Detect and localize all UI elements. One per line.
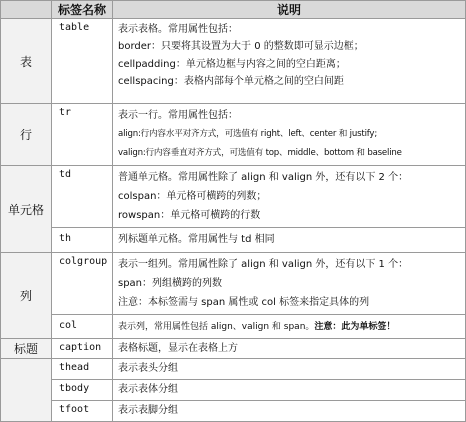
category-row: 行: [0, 104, 52, 166]
desc-table-line: border：只要将其设置为大于 0 的整数即可显示边框；: [118, 41, 364, 53]
tag-colgroup: colgroup: [52, 253, 113, 315]
desc-col-text: 表示列，常用属性包括 align、valign 和 span。: [118, 322, 315, 332]
tag-thead: thead: [52, 359, 113, 380]
desc-td-line: rowspan：单元格可横跨的行数: [118, 210, 261, 221]
desc-td-line: 普通单元格。常用属性除了 align 和 valign 外，还有以下 2 个：: [118, 172, 409, 183]
desc-table-line: cellpadding：单元格边框与内容之间的空白距离；: [118, 58, 346, 70]
desc-td-line: colspan：单元格可横跨的列数；: [118, 191, 267, 202]
category-cell: 单元格: [0, 166, 52, 253]
header-tag-name: 标签名称: [52, 0, 113, 19]
desc-table-line: cellspacing：表格内部每个单元格之间的空白间距: [118, 76, 344, 88]
desc-colgroup-line: 表示一组列。常用属性除了 align 和 valign 外，还有以下 1 个：: [118, 259, 409, 270]
desc-tbody-line: 表示表体分组: [118, 384, 178, 395]
desc-colgroup: [113, 253, 466, 315]
desc-tr: [113, 104, 466, 166]
header-blank-cell: [0, 0, 52, 19]
desc-tr-line: align:行内容水平对齐方式，可选值有 right、left、center 和 justify;: [118, 129, 378, 139]
tag-table: table: [52, 19, 113, 104]
tag-caption: caption: [52, 339, 113, 359]
desc-tfoot: [113, 401, 466, 422]
tag-tbody: tbody: [52, 380, 113, 401]
desc-colgroup-line: 注意：本标签需与 span 属性或 col 标签来指定具体的列: [118, 297, 370, 308]
tag-col: col: [52, 315, 113, 339]
header-description: 说明: [113, 0, 466, 19]
desc-caption: [113, 339, 466, 359]
desc-thead-line: 表示表头分组: [118, 363, 178, 374]
desc-caption-line: 表格标题，显示在表格上方: [118, 343, 238, 354]
desc-tr-line: 表示一行。常用属性包括：: [118, 110, 238, 121]
desc-tr-line: valign:行内容垂直对齐方式，可选值有 top、middle、bottom 和 baseline: [118, 148, 402, 158]
desc-colgroup-line: span：列组横跨的列数: [118, 278, 223, 289]
desc-th: [113, 228, 466, 253]
desc-tfoot-line: 表示表脚分组: [118, 405, 178, 416]
tag-tfoot: tfoot: [52, 401, 113, 422]
desc-col-note: 注意：此为单标签！: [314, 322, 396, 332]
desc-table: [113, 19, 466, 104]
desc-col: [113, 315, 466, 339]
tag-th: th: [52, 228, 113, 253]
category-table: 表: [0, 19, 52, 104]
desc-table-line: 表示表格。常用属性包括：: [118, 24, 238, 35]
desc-thead: [113, 359, 466, 380]
tag-tr: tr: [52, 104, 113, 166]
category-column: 列: [0, 253, 52, 339]
category-blank: [0, 359, 52, 422]
desc-tbody: [113, 380, 466, 401]
desc-td: [113, 166, 466, 228]
desc-th-line: 列标题单元格。常用属性与 td 相同: [118, 234, 275, 245]
category-caption: 标题: [0, 339, 52, 359]
tag-td: td: [52, 166, 113, 228]
